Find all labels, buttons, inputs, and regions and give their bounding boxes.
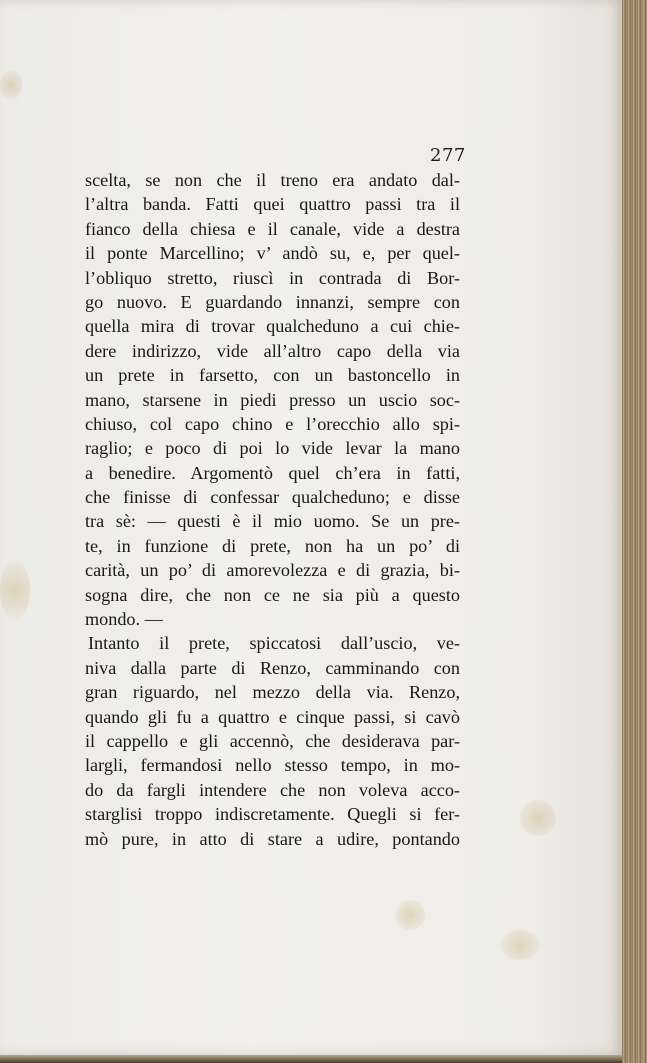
text-line: mò pure, in atto di stare a udire, pontando <box>85 828 460 849</box>
text-line: largli, fermandosi nello stesso tempo, in mo- <box>85 755 460 776</box>
text-line: l’altra banda. Fatti quei quattro passi tra il <box>85 194 460 215</box>
body-text <box>85 168 460 851</box>
paper-stain <box>500 930 540 960</box>
page-number: 277 <box>430 145 466 166</box>
text-line: il ponte Marcellino; v’ andò su, e, per quel- <box>85 243 460 264</box>
page-stack-edge <box>622 0 647 1063</box>
text-line: carità, un po’ di amorevolezza e di grazia, bi- <box>85 560 460 581</box>
text-line: mano, starsene in piedi presso un uscio soc- <box>85 389 460 410</box>
text-line: chiuso, col capo chino e l’orecchio allo spi- <box>85 413 460 434</box>
paragraph-start-line: Intanto il prete, spiccatosi dall’uscio, ve- <box>88 633 460 654</box>
paper-stain <box>0 70 22 100</box>
text-line: dere indirizzo, vide all’altro capo della via <box>85 340 460 361</box>
text-line: te, in funzione di prete, non ha un po’ di <box>85 535 460 556</box>
text-line: sogna dire, che non ce ne sia più a questo <box>85 584 460 605</box>
text-line: che finisse di confessar qualcheduno; e disse <box>85 487 460 508</box>
paper-stain <box>0 560 30 620</box>
text-line: mondo. — <box>85 609 163 630</box>
text-line: un prete in farsetto, con un bastoncello in <box>85 365 460 386</box>
text-line: l’obliquo stretto, riuscì in contrada di Bor- <box>85 267 460 288</box>
text-line: quando gli fu a quattro e cinque passi, si cavò <box>85 706 460 727</box>
text-line: go nuovo. E guardando innanzi, sempre con <box>85 291 460 312</box>
page-bottom-edge <box>0 1055 622 1063</box>
text-line: gran riguardo, nel mezzo della via. Renzo, <box>85 682 460 703</box>
text-line: il cappello e gli accennò, che desiderava par- <box>85 730 460 751</box>
text-line: do da fargli intendere che non voleva acco- <box>85 779 460 800</box>
text-line: scelta, se non che il treno era andato dal- <box>85 170 460 190</box>
text-line: niva dalla parte di Renzo, camminando con <box>85 657 460 678</box>
text-line: fianco della chiesa e il canale, vide a destra <box>85 218 460 239</box>
paper-stain <box>395 900 425 930</box>
text-line: raglio; e poco di poi lo vide levar la mano <box>85 438 460 459</box>
text-line: a benedire. Argomentò quel ch’era in fatti, <box>85 462 460 483</box>
text-line: tra sè: — questi è il mio uomo. Se un pre- <box>85 511 460 532</box>
text-line: starglisi troppo indiscretamente. Quegli si fer- <box>85 804 460 825</box>
paper-stain <box>520 800 556 836</box>
text-line: quella mira di trovar qualcheduno a cui chie- <box>85 316 460 337</box>
